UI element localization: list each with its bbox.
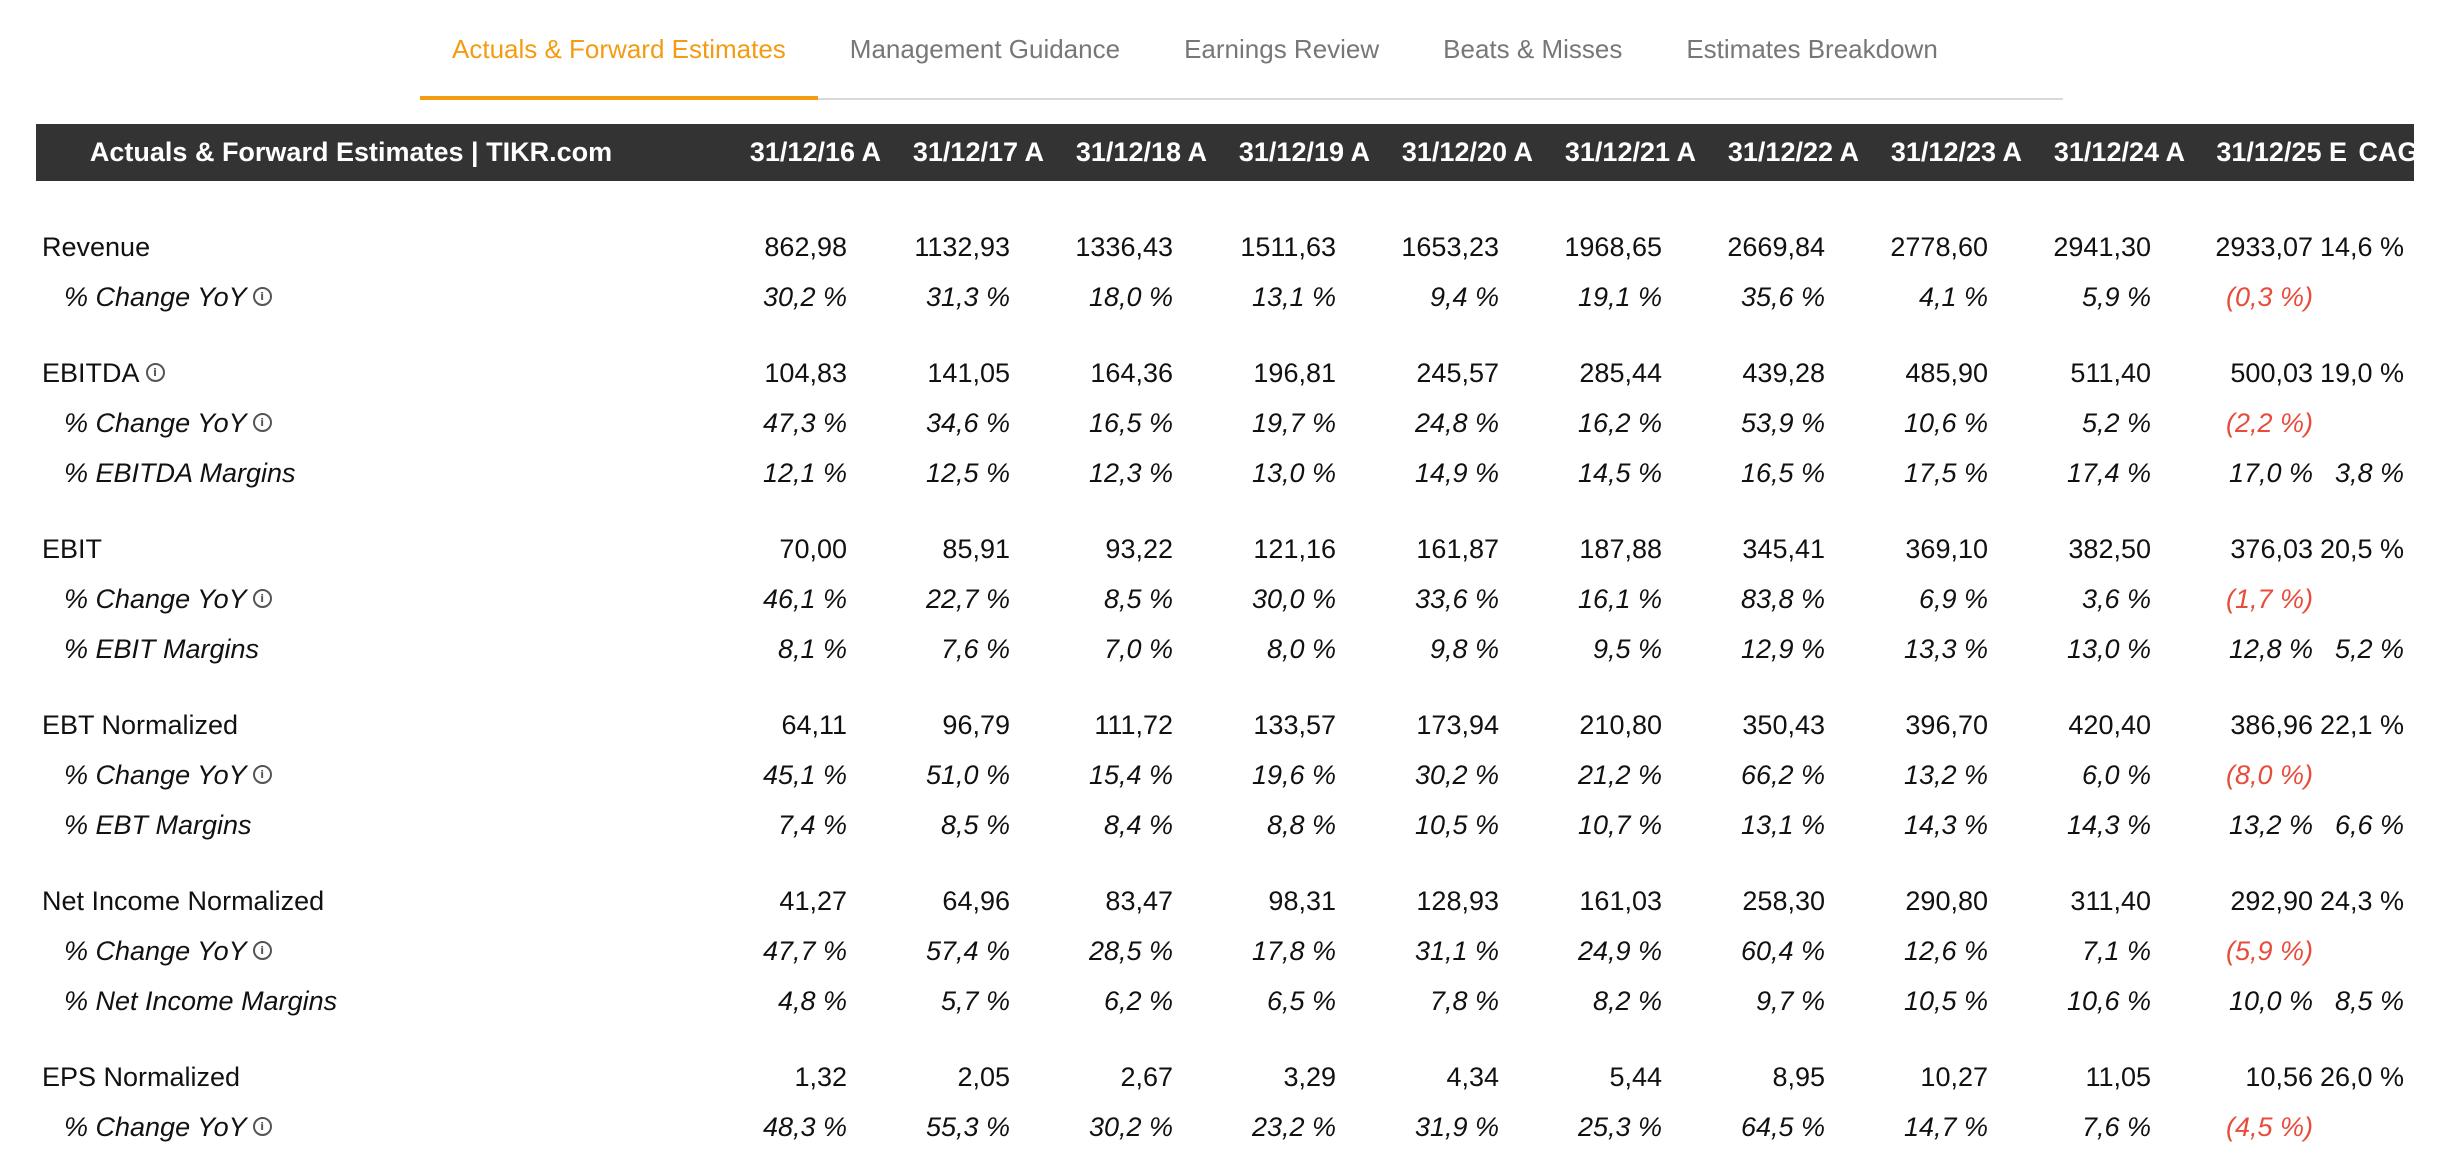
row-label [64, 398, 272, 448]
table-cell: 24,8 % [1414, 408, 1499, 438]
table-row [0, 348, 2414, 398]
table-cell: 6,9 % [1918, 584, 1988, 614]
cagr-cell: 20,5 % [2319, 534, 2404, 564]
table-cell: 96,79 [942, 710, 1010, 740]
table-row [0, 448, 2414, 498]
table-cell: 141,05 [927, 358, 1010, 388]
table-cell: 10,5 % [1414, 810, 1499, 840]
table-cell: 10,0 % [2228, 986, 2313, 1016]
table-cell: 1968,65 [1564, 232, 1662, 262]
table-cell: 12,1 % [762, 458, 847, 488]
table-cell: 2778,60 [1890, 232, 1988, 262]
row-label [64, 750, 272, 800]
tab-estimates-breakdown[interactable]: Estimates Breakdown [1686, 33, 1938, 64]
table-row [0, 800, 2414, 850]
table-cell: 6,0 % [2081, 760, 2151, 790]
row-label [64, 976, 337, 1026]
cagr-cell: 24,3 % [2319, 886, 2404, 916]
table-cell: 17,0 % [2228, 458, 2313, 488]
row-label [64, 800, 252, 850]
row-label-text: EBIT [42, 534, 103, 564]
row-label-text: % Change YoY [64, 1112, 247, 1142]
table-cell: 24,9 % [1577, 936, 1662, 966]
table-cell: 382,50 [2068, 534, 2151, 564]
row-label-text: % Change YoY [64, 282, 247, 312]
table-cell: 1511,63 [1240, 232, 1336, 262]
table-cell: 439,28 [1742, 358, 1825, 388]
table-cell: 7,4 % [777, 810, 847, 840]
table-cell: 7,6 % [940, 634, 1010, 664]
table-cell: 16,5 % [1088, 408, 1173, 438]
table-cell: 11,05 [2085, 1062, 2151, 1092]
table-cell: 31,9 % [1414, 1112, 1499, 1142]
info-icon[interactable]: i [253, 413, 272, 432]
row-label-text: % EBT Margins [64, 810, 252, 840]
row-label-text: % EBITDA Margins [64, 458, 296, 488]
table-cell: 48,3 % [762, 1112, 847, 1142]
table-cell: 386,96 [2230, 710, 2313, 740]
table-row [0, 524, 2414, 574]
table-cell: 8,5 % [940, 810, 1010, 840]
table-cell: 9,8 % [1429, 634, 1499, 664]
table-cell: 9,4 % [1429, 282, 1499, 312]
table-cell: 57,4 % [925, 936, 1010, 966]
table-cell: 21,2 % [1577, 760, 1662, 790]
table-row [0, 574, 2414, 624]
table-cell: 30,2 % [762, 282, 847, 312]
table-cell: 9,7 % [1755, 986, 1825, 1016]
table-cell: 173,94 [1416, 710, 1499, 740]
table-cell: 4,1 % [1918, 282, 1988, 312]
table-cell: 128,93 [1416, 886, 1499, 916]
table-cell: 161,87 [1416, 534, 1499, 564]
table-cell: 6,5 % [1266, 986, 1336, 1016]
cagr-cell: 6,6 % [2334, 810, 2404, 840]
table-cell: 311,40 [2070, 886, 2151, 916]
cagr-cell: 22,1 % [2319, 710, 2404, 740]
table-cell: 83,8 % [1740, 584, 1825, 614]
table-cell: 4,34 [1446, 1062, 1499, 1092]
table-cell: 8,8 % [1266, 810, 1336, 840]
table-cell: 8,2 % [1592, 986, 1662, 1016]
table-cell: 16,2 % [1577, 408, 1662, 438]
table-cell: 133,57 [1253, 710, 1336, 740]
row-label [64, 1102, 272, 1152]
table-cell: 13,1 % [1251, 282, 1336, 312]
table-cell: 369,10 [1905, 534, 1988, 564]
table-cell: 19,7 % [1251, 408, 1336, 438]
table-cell: 3,6 % [2081, 584, 2151, 614]
table-cell: 2,05 [957, 1062, 1010, 1092]
column-header[interactable]: 31/12/22 A [1727, 137, 1859, 167]
table-cell: (2,2 %) [2225, 408, 2313, 438]
table-cell: 13,0 % [2066, 634, 2151, 664]
row-label-text: % Net Income Margins [64, 986, 338, 1016]
table-cell: 64,5 % [1740, 1112, 1825, 1142]
table-cell: 6,2 % [1103, 986, 1173, 1016]
table-cell: (8,0 %) [2225, 760, 2313, 790]
table-cell: 7,8 % [1429, 986, 1499, 1016]
table-cell: 70,00 [779, 534, 847, 564]
row-label[interactable] [42, 348, 165, 398]
table-cell: 2,67 [1120, 1062, 1173, 1092]
table-cell: 420,40 [2068, 710, 2151, 740]
table-cell: 8,5 % [1103, 584, 1173, 614]
table-cell: 98,31 [1268, 886, 1336, 916]
table-cell: 12,5 % [925, 458, 1010, 488]
table-cell: 2933,07 [2215, 232, 2313, 262]
table-cell: 18,0 % [1088, 282, 1173, 312]
tab-management-guidance[interactable]: Management Guidance [849, 33, 1121, 64]
table-cell: 4,8 % [777, 986, 847, 1016]
info-icon[interactable]: i [253, 1117, 272, 1136]
column-header[interactable]: 31/12/20 A [1401, 137, 1533, 167]
table-cell: 8,4 % [1103, 810, 1173, 840]
row-label[interactable] [42, 222, 150, 272]
table-row [0, 398, 2414, 448]
column-header[interactable]: 31/12/16 A [749, 137, 881, 167]
table-cell: 23,2 % [1251, 1112, 1336, 1142]
table-cell: 292,90 [2230, 886, 2313, 916]
table-cell: 93,22 [1105, 534, 1173, 564]
info-icon[interactable]: i [146, 363, 165, 382]
info-icon[interactable]: i [253, 589, 272, 608]
column-header[interactable]: 31/12/17 A [912, 137, 1044, 167]
table-cell: 1132,93 [914, 232, 1010, 262]
column-header[interactable]: 31/12/21 A [1564, 137, 1696, 167]
table-cell: 83,47 [1105, 886, 1173, 916]
table-cell: 164,36 [1090, 358, 1173, 388]
table-cell: 30,2 % [1414, 760, 1499, 790]
table-cell: 7,0 % [1103, 634, 1173, 664]
column-header[interactable]: 31/12/25 E [2216, 137, 2347, 167]
table-cell: 10,56 [2245, 1062, 2313, 1092]
table-cell: 14,5 % [1577, 458, 1662, 488]
table-cell: 121,16 [1253, 534, 1336, 564]
table-cell: (4,5 %) [2225, 1112, 2313, 1142]
table-cell: 258,30 [1742, 886, 1825, 916]
table-cell: 10,27 [1920, 1062, 1988, 1092]
table-cell: 862,98 [764, 232, 847, 262]
table-cell: 31,1 % [1414, 936, 1499, 966]
table-cell: 187,88 [1579, 534, 1662, 564]
row-label-text: Net Income Normalized [42, 886, 325, 916]
table-cell: 47,3 % [762, 408, 847, 438]
table-cell: 104,83 [764, 358, 847, 388]
table-cell: 14,9 % [1414, 458, 1499, 488]
table-row [0, 1052, 2414, 1102]
tab-bar [420, 0, 2063, 100]
table-cell: 12,6 % [1903, 936, 1988, 966]
tab-earnings-review[interactable]: Earnings Review [1184, 33, 1380, 64]
table-cell: 7,6 % [2081, 1112, 2151, 1142]
table-cell: 12,9 % [1740, 634, 1825, 664]
table-cell: 8,0 % [1266, 634, 1336, 664]
table-cell: 12,8 % [2228, 634, 2313, 664]
table-cell: 13,0 % [1251, 458, 1336, 488]
row-label [64, 926, 272, 976]
row-label [64, 272, 272, 322]
table-cell: 7,1 % [2081, 936, 2151, 966]
table-cell: 1,32 [794, 1062, 847, 1092]
cagr-cell: 5,2 % [2334, 634, 2404, 664]
table-row [0, 222, 2414, 272]
table-row [0, 272, 2414, 322]
table-cell: 46,1 % [762, 584, 847, 614]
table-cell: (1,7 %) [2225, 584, 2313, 614]
column-header[interactable]: 31/12/24 A [2053, 137, 2185, 167]
table-cell: 55,3 % [925, 1112, 1010, 1142]
row-label[interactable] [42, 876, 324, 926]
row-label [64, 574, 272, 624]
table-cell: 161,03 [1579, 886, 1662, 916]
table-cell: 350,43 [1742, 710, 1825, 740]
table-cell: 31,3 % [925, 282, 1010, 312]
table-cell: 85,91 [942, 534, 1010, 564]
table-row [0, 926, 2414, 976]
table-cell: 17,4 % [2066, 458, 2151, 488]
column-header[interactable]: 31/12/19 A [1238, 137, 1370, 167]
table-cell: 10,6 % [2066, 986, 2151, 1016]
column-header[interactable]: 31/12/23 A [1890, 137, 2022, 167]
row-label-text: Revenue [42, 232, 151, 262]
table-cell: 5,7 % [940, 986, 1010, 1016]
table-row [0, 624, 2414, 674]
table-cell: 511,40 [2070, 358, 2151, 388]
table-cell: 60,4 % [1740, 936, 1825, 966]
table-cell: 10,5 % [1903, 986, 1988, 1016]
table-cell: 210,80 [1579, 710, 1662, 740]
table-cell: 13,1 % [1740, 810, 1825, 840]
table-cell: 14,3 % [1903, 810, 1988, 840]
row-label[interactable] [42, 524, 102, 574]
table-cell: 500,03 [2230, 358, 2313, 388]
cagr-cell: 26,0 % [2319, 1062, 2404, 1092]
table-cell: 1653,23 [1401, 232, 1499, 262]
table-cell: 1336,43 [1075, 232, 1173, 262]
table-cell: 41,27 [779, 886, 847, 916]
table-cell: 51,0 % [925, 760, 1010, 790]
table-cell: 30,0 % [1251, 584, 1336, 614]
cagr-cell: 19,0 % [2319, 358, 2404, 388]
table-cell: 111,72 [1094, 710, 1173, 740]
table-cell: 2669,84 [1727, 232, 1825, 262]
table-cell: 66,2 % [1740, 760, 1825, 790]
table-cell: 30,2 % [1088, 1112, 1173, 1142]
table-row [0, 876, 2414, 926]
row-label [64, 624, 259, 674]
cagr-cell: 8,5 % [2334, 986, 2404, 1016]
row-label [64, 448, 296, 498]
table-cell: 13,2 % [1903, 760, 1988, 790]
table-cell: (0,3 %) [2225, 282, 2313, 312]
table-row [0, 750, 2414, 800]
table-cell: (5,9 %) [2225, 936, 2313, 966]
table-cell: 196,81 [1253, 358, 1336, 388]
table-cell: 376,03 [2230, 534, 2313, 564]
row-label[interactable] [42, 700, 238, 750]
table-row [0, 1102, 2414, 1152]
table-cell: 33,6 % [1414, 584, 1499, 614]
table-cell: 5,9 % [2081, 282, 2151, 312]
table-cell: 34,6 % [925, 408, 1010, 438]
table-cell: 28,5 % [1088, 936, 1173, 966]
table-cell: 19,1 % [1577, 282, 1662, 312]
row-label-text: % Change YoY [64, 408, 247, 438]
table-cell: 47,7 % [762, 936, 847, 966]
info-icon[interactable]: i [253, 287, 272, 306]
table-cell: 22,7 % [925, 584, 1010, 614]
table-cell: 15,4 % [1088, 760, 1173, 790]
table-cell: 9,5 % [1592, 634, 1662, 664]
column-header[interactable]: 31/12/18 A [1075, 137, 1207, 167]
table-title: Actuals & Forward Estimates | TIKR.com [89, 137, 613, 167]
table-cell: 290,80 [1905, 886, 1988, 916]
row-label-text: % Change YoY [64, 760, 247, 790]
table-cell: 8,95 [1772, 1062, 1825, 1092]
table-cell: 8,1 % [777, 634, 847, 664]
table-cell: 5,44 [1609, 1062, 1662, 1092]
table-header [36, 124, 2438, 181]
table-cell: 10,6 % [1903, 408, 1988, 438]
table-cell: 17,8 % [1251, 936, 1336, 966]
table-cell: 13,2 % [2228, 810, 2313, 840]
row-label[interactable] [42, 1052, 240, 1102]
table-cell: 345,41 [1742, 534, 1825, 564]
table-cell: 12,3 % [1088, 458, 1173, 488]
row-label-text: % Change YoY [64, 584, 247, 614]
table-cell: 14,7 % [1903, 1112, 1988, 1142]
table-cell: 25,3 % [1577, 1112, 1662, 1142]
table-cell: 16,1 % [1577, 584, 1662, 614]
table-cell: 17,5 % [1903, 458, 1988, 488]
row-label-text: EBITDA [42, 358, 140, 388]
row-label-text: % Change YoY [64, 936, 247, 966]
cagr-cell: 3,8 % [2334, 458, 2404, 488]
row-label-text: EPS Normalized [42, 1062, 241, 1092]
table-cell: 19,6 % [1251, 760, 1336, 790]
row-label-text: EBT Normalized [42, 710, 239, 740]
table-cell: 53,9 % [1740, 408, 1825, 438]
column-header-cagr[interactable]: CAGR [2358, 137, 2438, 167]
tab-beats-misses[interactable]: Beats & Misses [1443, 33, 1623, 64]
info-icon[interactable]: i [253, 765, 272, 784]
info-icon[interactable]: i [253, 941, 272, 960]
table-cell: 485,90 [1905, 358, 1988, 388]
table-cell: 2941,30 [2053, 232, 2151, 262]
table-cell: 14,3 % [2066, 810, 2151, 840]
cagr-cell: 14,6 % [2319, 232, 2404, 262]
table-cell: 45,1 % [762, 760, 847, 790]
table-cell: 245,57 [1416, 358, 1499, 388]
table-cell: 285,44 [1579, 358, 1662, 388]
table-cell: 10,7 % [1577, 810, 1662, 840]
tab-actuals-forward-estimates[interactable]: Actuals & Forward Estimates [420, 0, 818, 98]
table-cell: 5,2 % [2081, 408, 2151, 438]
table-cell: 35,6 % [1740, 282, 1825, 312]
table-cell: 64,11 [781, 710, 847, 740]
table-cell: 396,70 [1905, 710, 1988, 740]
table-row [0, 700, 2414, 750]
table-row [0, 976, 2414, 1026]
table-cell: 13,3 % [1903, 634, 1988, 664]
table-cell: 64,96 [942, 886, 1010, 916]
table-cell: 16,5 % [1740, 458, 1825, 488]
table-cell: 3,29 [1283, 1062, 1336, 1092]
row-label-text: % EBIT Margins [64, 634, 260, 664]
